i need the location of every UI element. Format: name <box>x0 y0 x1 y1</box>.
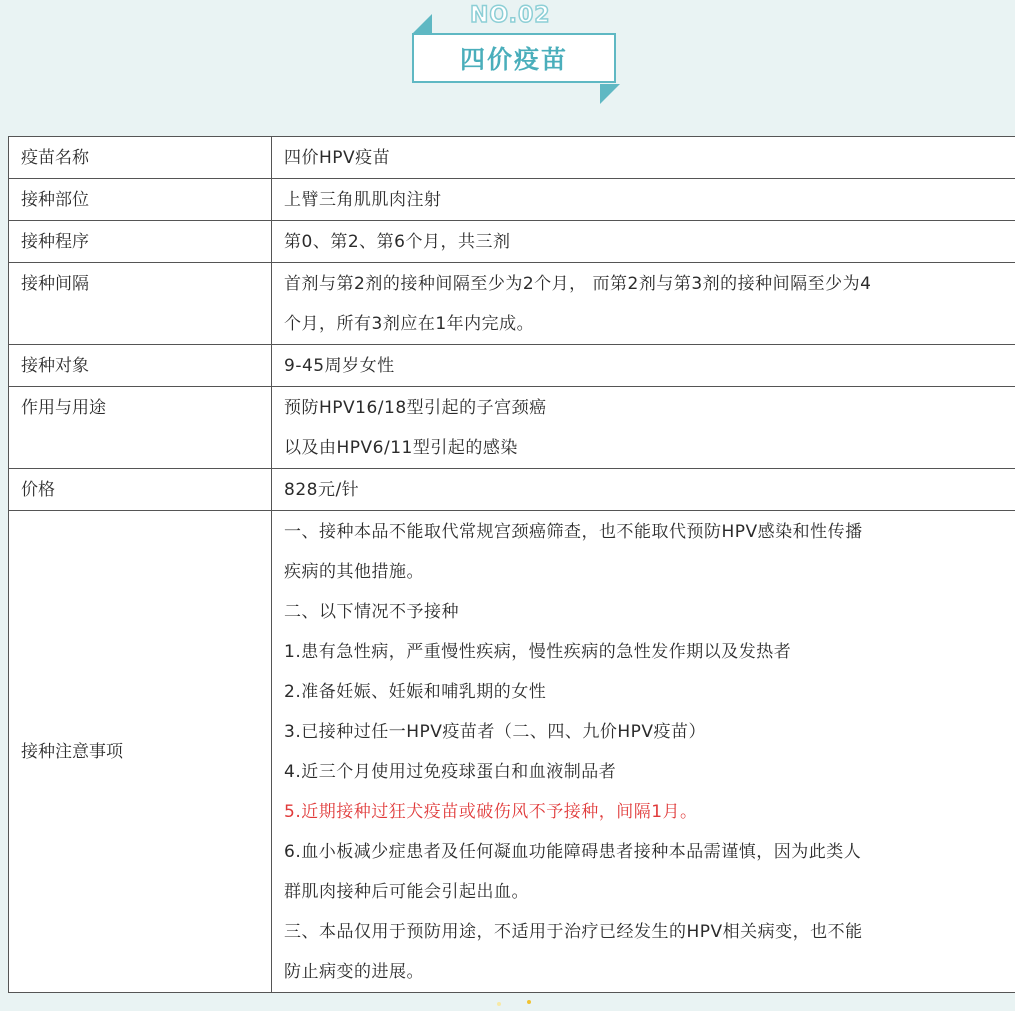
note-line: 3.已接种过任一HPV疫苗者（二、四、九价HPV疫苗） <box>284 722 707 742</box>
row-value <box>272 179 1015 221</box>
table-row <box>9 137 1015 179</box>
value-line: 个月，所有3剂应在1年内完成。 <box>284 314 535 334</box>
note-line: 4.近三个月使用过免疫球蛋白和血液制品者 <box>284 762 617 782</box>
value-line: 四价HPV疫苗 <box>284 148 391 168</box>
value-line: 以及由HPV6/11型引起的感染 <box>284 438 518 458</box>
row-value <box>272 387 1015 469</box>
note-line-warning: 5.近期接种过狂犬疫苗或破伤风不予接种，间隔1月。 <box>284 802 698 822</box>
row-label: 价格 <box>9 469 272 511</box>
page-footer <box>0 985 1015 1011</box>
row-label: 作用与用途 <box>9 387 272 469</box>
row-value <box>272 263 1015 345</box>
value-line: 828元/针 <box>284 480 360 500</box>
value-line: 预防HPV16/18型引起的子宫颈癌 <box>284 398 547 418</box>
row-value <box>272 221 1015 263</box>
note-line: 二、以下情况不予接种 <box>284 602 459 622</box>
row-label: 接种注意事项 <box>9 511 272 993</box>
table-row <box>9 511 1015 993</box>
note-line: 2.准备妊娠、妊娠和哺乳期的女性 <box>284 682 547 702</box>
section-title: 四价疫苗 <box>412 33 616 83</box>
row-label: 接种对象 <box>9 345 272 387</box>
note-line: 一、接种本品不能取代常规宫颈癌筛查，也不能取代预防HPV感染和性传播 <box>284 522 863 542</box>
note-line: 防止病变的进展。 <box>284 962 424 982</box>
value-line: 9-45周岁女性 <box>284 356 395 376</box>
row-value <box>272 137 1015 179</box>
section-number: NO.02 <box>470 3 551 28</box>
table-row <box>9 179 1015 221</box>
table-row <box>9 469 1015 511</box>
table-row <box>9 221 1015 263</box>
value-line: 上臂三角肌肌肉注射 <box>284 190 442 210</box>
row-label: 接种程序 <box>9 221 272 263</box>
vaccine-info-table <box>8 136 1015 993</box>
row-value <box>272 345 1015 387</box>
row-label: 疫苗名称 <box>9 137 272 179</box>
decorative-dot <box>527 1000 531 1004</box>
note-line: 群肌肉接种后可能会引起出血。 <box>284 882 529 902</box>
decorative-dot <box>497 1002 501 1006</box>
row-value <box>272 469 1015 511</box>
note-line: 1.患有急性病，严重慢性疾病，慢性疾病的急性发作期以及发热者 <box>284 642 792 662</box>
decorative-corner-bottom-right <box>600 84 620 104</box>
decorative-corner-top-left <box>412 14 432 34</box>
value-line: 第0、第2、第6个月，共三剂 <box>284 232 511 252</box>
notes-value <box>272 511 1015 993</box>
note-line: 三、本品仅用于预防用途，不适用于治疗已经发生的HPV相关病变，也不能 <box>284 922 863 942</box>
note-line: 6.血小板减少症患者及任何凝血功能障碍患者接种本品需谨慎，因为此类人 <box>284 842 862 862</box>
row-label: 接种部位 <box>9 179 272 221</box>
table-row <box>9 263 1015 345</box>
value-line: 首剂与第2剂的接种间隔至少为2个月， 而第2剂与第3剂的接种间隔至少为4 <box>284 274 872 294</box>
row-label: 接种间隔 <box>9 263 272 345</box>
note-line: 疾病的其他措施。 <box>284 562 424 582</box>
table-row <box>9 345 1015 387</box>
table-row <box>9 387 1015 469</box>
page-header <box>0 0 1015 136</box>
